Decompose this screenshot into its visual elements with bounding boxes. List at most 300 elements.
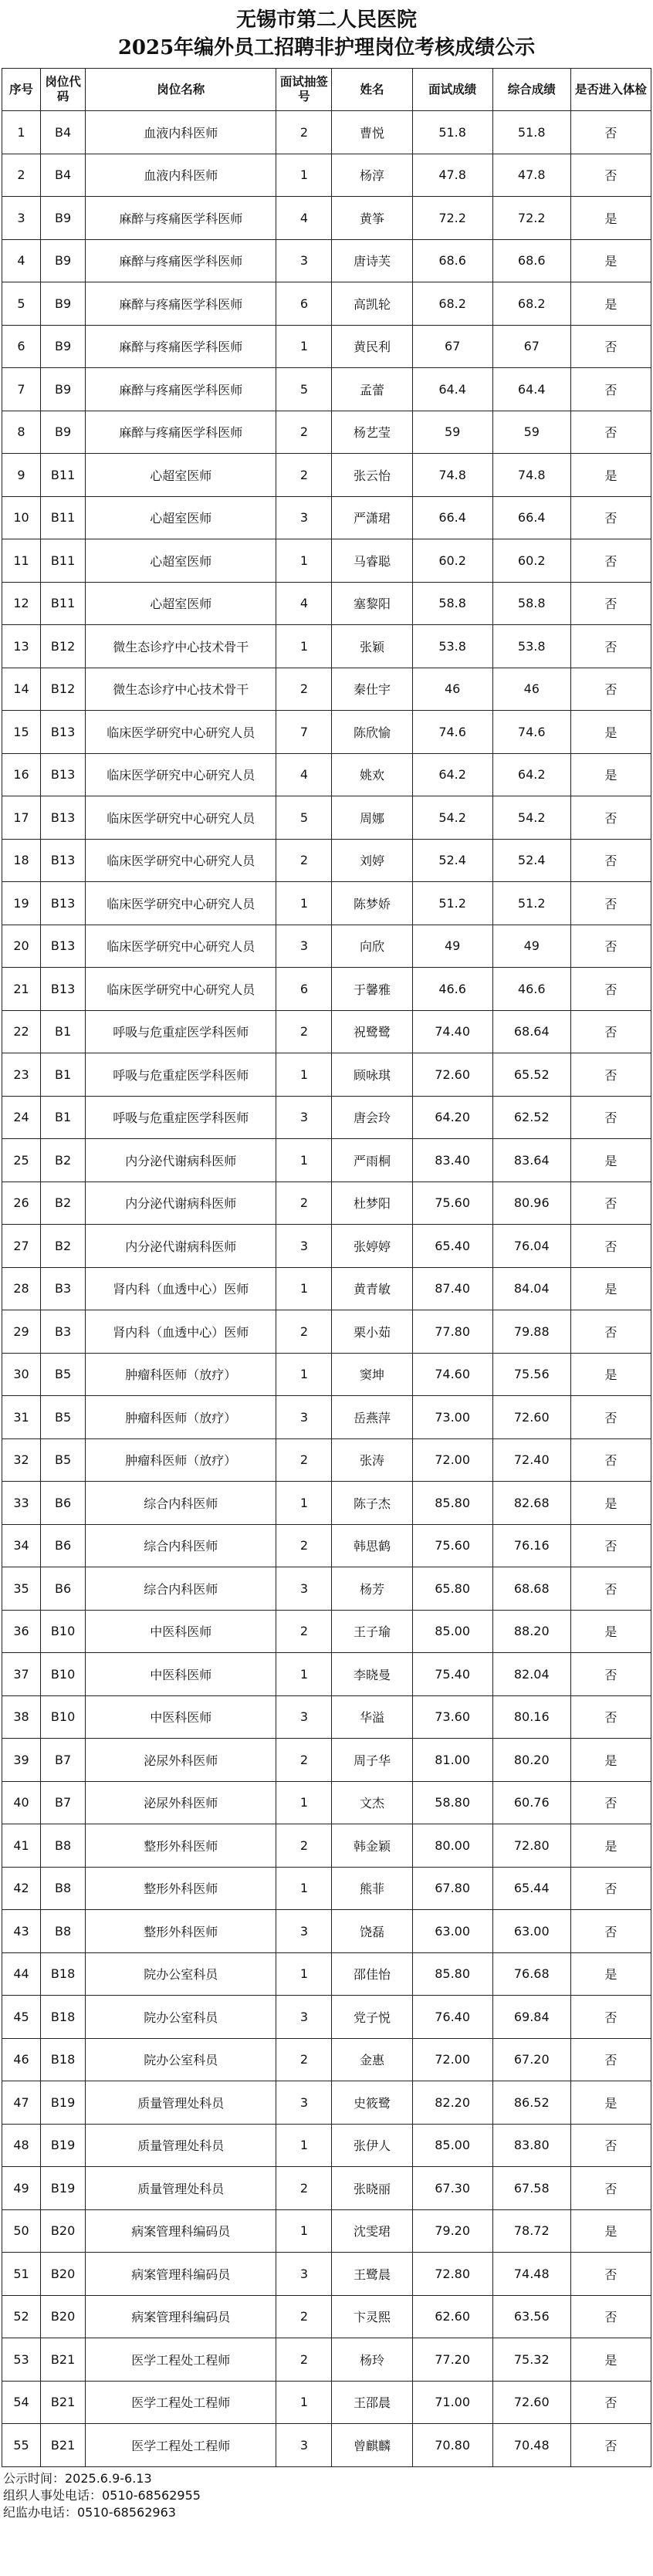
table-row: [2, 111, 651, 154]
cell-total-score: 60.76: [492, 1781, 570, 1824]
table-row: [2, 711, 651, 754]
cell-post-name: 麻醉与疼痛医学科医师: [86, 197, 276, 240]
cell-post-code: B12: [41, 625, 86, 668]
cell-post-code: B5: [41, 1353, 86, 1396]
cell-total-score: 46: [492, 668, 570, 711]
cell-index: 33: [2, 1482, 41, 1525]
table-row: [2, 1225, 651, 1268]
cell-draw-number: 1: [276, 1867, 332, 1910]
cell-physical-exam: 否: [570, 882, 651, 925]
cell-draw-number: 1: [276, 2209, 332, 2253]
cell-index: 11: [2, 539, 41, 583]
cell-post-name: 院办公室科员: [86, 1996, 276, 2039]
cell-name: 黄筝: [332, 197, 412, 240]
cell-physical-exam: 否: [570, 1910, 651, 1953]
cell-total-score: 88.20: [492, 1610, 570, 1653]
cell-post-code: B11: [41, 496, 86, 539]
cell-physical-exam: 否: [570, 496, 651, 539]
cell-name: 卞灵熙: [332, 2295, 412, 2338]
cell-post-code: B6: [41, 1567, 86, 1611]
cell-name: 张伊人: [332, 2124, 412, 2167]
cell-index: 13: [2, 625, 41, 668]
cell-post-name: 质量管理处科员: [86, 2167, 276, 2210]
cell-name: 张晓丽: [332, 2167, 412, 2210]
cell-name: 黄青敏: [332, 1267, 412, 1310]
table-row: [2, 411, 651, 454]
cell-post-name: 医学工程处工程师: [86, 2338, 276, 2382]
cell-index: 22: [2, 1010, 41, 1053]
table-row: [2, 1353, 651, 1396]
cell-index: 55: [2, 2424, 41, 2467]
cell-total-score: 51.2: [492, 882, 570, 925]
table-row: [2, 968, 651, 1011]
cell-draw-number: 1: [276, 325, 332, 368]
table-row: [2, 2295, 651, 2338]
cell-name: 黄民利: [332, 325, 412, 368]
cell-physical-exam: 否: [570, 2295, 651, 2338]
cell-total-score: 67: [492, 325, 570, 368]
cell-name: 韩思鹤: [332, 1524, 412, 1567]
cell-total-score: 58.8: [492, 582, 570, 625]
cell-interview-score: 70.80: [412, 2424, 492, 2467]
cell-index: 51: [2, 2253, 41, 2296]
header-draw-number: 面试抽签号: [276, 69, 332, 111]
cell-name: 唐诗芙: [332, 239, 412, 282]
cell-interview-score: 85.80: [412, 1482, 492, 1525]
cell-post-name: 内分泌代谢病科医师: [86, 1182, 276, 1225]
table-row: [2, 368, 651, 411]
cell-index: 9: [2, 454, 41, 497]
cell-total-score: 74.8: [492, 454, 570, 497]
header-total-score: 综合成绩: [492, 69, 570, 111]
cell-physical-exam: 否: [570, 2124, 651, 2167]
cell-draw-number: 2: [276, 1824, 332, 1868]
cell-index: 40: [2, 1781, 41, 1824]
cell-index: 35: [2, 1567, 41, 1611]
cell-post-code: B9: [41, 282, 86, 326]
cell-index: 29: [2, 1310, 41, 1354]
table-row: [2, 882, 651, 925]
table-header-row: [2, 69, 651, 111]
cell-physical-exam: 否: [570, 1310, 651, 1354]
cell-post-code: B3: [41, 1267, 86, 1310]
table-row: [2, 1739, 651, 1782]
cell-name: 杜梦阳: [332, 1182, 412, 1225]
cell-interview-score: 83.40: [412, 1139, 492, 1182]
cell-name: 唐会玲: [332, 1096, 412, 1139]
table-row: [2, 1139, 651, 1182]
cell-interview-score: 74.6: [412, 711, 492, 754]
cell-index: 30: [2, 1353, 41, 1396]
cell-post-code: B13: [41, 796, 86, 840]
cell-post-name: 质量管理处科员: [86, 2124, 276, 2167]
cell-draw-number: 1: [276, 1267, 332, 1310]
cell-post-code: B4: [41, 111, 86, 154]
cell-total-score: 72.60: [492, 1396, 570, 1439]
cell-total-score: 51.8: [492, 111, 570, 154]
table-row: [2, 197, 651, 240]
table-row: [2, 925, 651, 968]
cell-post-code: B11: [41, 582, 86, 625]
table-row: [2, 1824, 651, 1868]
table-row: [2, 1910, 651, 1953]
cell-total-score: 68.64: [492, 1010, 570, 1053]
cell-post-code: B11: [41, 539, 86, 583]
cell-interview-score: 51.2: [412, 882, 492, 925]
cell-interview-score: 67.80: [412, 1867, 492, 1910]
cell-total-score: 72.40: [492, 1438, 570, 1482]
cell-index: 15: [2, 711, 41, 754]
cell-physical-exam: 否: [570, 2253, 651, 2296]
cell-interview-score: 81.00: [412, 1739, 492, 1782]
cell-index: 18: [2, 839, 41, 882]
cell-post-name: 心超室医师: [86, 454, 276, 497]
table-row: [2, 1438, 651, 1482]
cell-index: 49: [2, 2167, 41, 2210]
cell-post-code: B8: [41, 1867, 86, 1910]
table-row: [2, 1524, 651, 1567]
table-row: [2, 2124, 651, 2167]
table-row: [2, 1182, 651, 1225]
cell-post-name: 肿瘤科医师（放疗）: [86, 1438, 276, 1482]
table-row: [2, 325, 651, 368]
cell-physical-exam: 是: [570, 711, 651, 754]
cell-physical-exam: 否: [570, 839, 651, 882]
table-row: [2, 1996, 651, 2039]
cell-physical-exam: 否: [570, 411, 651, 454]
cell-draw-number: 1: [276, 1353, 332, 1396]
cell-interview-score: 85.80: [412, 1952, 492, 1996]
table-row: [2, 1567, 651, 1611]
cell-total-score: 75.56: [492, 1353, 570, 1396]
cell-interview-score: 65.40: [412, 1225, 492, 1268]
cell-interview-score: 72.80: [412, 2253, 492, 2296]
cell-post-code: B18: [41, 2038, 86, 2081]
cell-physical-exam: 否: [570, 2424, 651, 2467]
cell-physical-exam: 是: [570, 197, 651, 240]
cell-post-code: B13: [41, 753, 86, 796]
cell-name: 塞黎阳: [332, 582, 412, 625]
cell-total-score: 49: [492, 925, 570, 968]
cell-name: 文杰: [332, 1781, 412, 1824]
cell-draw-number: 1: [276, 882, 332, 925]
cell-index: 28: [2, 1267, 41, 1310]
cell-total-score: 82.68: [492, 1482, 570, 1525]
cell-draw-number: 2: [276, 668, 332, 711]
cell-name: 孟蕾: [332, 368, 412, 411]
cell-total-score: 62.52: [492, 1096, 570, 1139]
cell-name: 杨芳: [332, 1567, 412, 1611]
cell-draw-number: 3: [276, 925, 332, 968]
cell-total-score: 52.4: [492, 839, 570, 882]
cell-interview-score: 46: [412, 668, 492, 711]
cell-draw-number: 3: [276, 239, 332, 282]
header-physical-exam: 是否进入体检: [570, 69, 651, 111]
cell-index: 39: [2, 1739, 41, 1782]
cell-physical-exam: 否: [570, 368, 651, 411]
cell-physical-exam: 否: [570, 1438, 651, 1482]
results-table: [2, 68, 651, 2467]
cell-physical-exam: 否: [570, 1567, 651, 1611]
cell-index: 26: [2, 1182, 41, 1225]
cell-draw-number: 2: [276, 2338, 332, 2382]
cell-post-name: 整形外科医师: [86, 1910, 276, 1953]
cell-interview-score: 75.40: [412, 1653, 492, 1696]
cell-name: 周娜: [332, 796, 412, 840]
cell-post-name: 麻醉与疼痛医学科医师: [86, 282, 276, 326]
cell-total-score: 78.72: [492, 2209, 570, 2253]
cell-post-code: B9: [41, 368, 86, 411]
cell-draw-number: 4: [276, 753, 332, 796]
cell-index: 47: [2, 2081, 41, 2125]
cell-post-code: B2: [41, 1225, 86, 1268]
cell-post-code: B3: [41, 1310, 86, 1354]
cell-index: 23: [2, 1053, 41, 1097]
cell-interview-score: 71.00: [412, 2381, 492, 2424]
cell-name: 张婷婷: [332, 1225, 412, 1268]
cell-interview-score: 76.40: [412, 1996, 492, 2039]
cell-index: 3: [2, 197, 41, 240]
cell-interview-score: 47.8: [412, 154, 492, 197]
cell-name: 杨玲: [332, 2338, 412, 2382]
cell-post-code: B8: [41, 1910, 86, 1953]
cell-post-name: 麻醉与疼痛医学科医师: [86, 411, 276, 454]
cell-physical-exam: 是: [570, 1353, 651, 1396]
cell-post-name: 院办公室科员: [86, 2038, 276, 2081]
cell-post-name: 微生态诊疗中心技术骨干: [86, 668, 276, 711]
cell-draw-number: 1: [276, 1781, 332, 1824]
cell-interview-score: 74.60: [412, 1353, 492, 1396]
cell-physical-exam: 否: [570, 668, 651, 711]
cell-index: 1: [2, 111, 41, 154]
cell-post-name: 心超室医师: [86, 539, 276, 583]
cell-interview-score: 72.00: [412, 1438, 492, 1482]
cell-interview-score: 72.60: [412, 1053, 492, 1097]
cell-physical-exam: 否: [570, 1096, 651, 1139]
table-row: [2, 796, 651, 840]
cell-post-name: 肿瘤科医师（放疗）: [86, 1396, 276, 1439]
cell-name: 窦坤: [332, 1353, 412, 1396]
table-row: [2, 1096, 651, 1139]
cell-post-name: 呼吸与危重症医学科医师: [86, 1096, 276, 1139]
cell-draw-number: 2: [276, 1438, 332, 1482]
cell-draw-number: 2: [276, 2295, 332, 2338]
cell-physical-exam: 否: [570, 539, 651, 583]
cell-post-code: B13: [41, 968, 86, 1011]
cell-total-score: 65.44: [492, 1867, 570, 1910]
cell-interview-score: 52.4: [412, 839, 492, 882]
cell-post-code: B4: [41, 154, 86, 197]
table-row: [2, 668, 651, 711]
cell-interview-score: 51.8: [412, 111, 492, 154]
cell-physical-exam: 是: [570, 239, 651, 282]
cell-physical-exam: 是: [570, 2081, 651, 2125]
cell-index: 48: [2, 2124, 41, 2167]
cell-index: 32: [2, 1438, 41, 1482]
cell-interview-score: 85.00: [412, 1610, 492, 1653]
cell-post-code: B2: [41, 1182, 86, 1225]
cell-post-code: B6: [41, 1482, 86, 1525]
cell-physical-exam: 否: [570, 1053, 651, 1097]
cell-index: 4: [2, 239, 41, 282]
cell-interview-score: 72.2: [412, 197, 492, 240]
cell-physical-exam: 是: [570, 2338, 651, 2382]
cell-post-code: B18: [41, 1952, 86, 1996]
cell-post-name: 院办公室科员: [86, 1952, 276, 1996]
cell-physical-exam: 是: [570, 1139, 651, 1182]
cell-interview-score: 72.00: [412, 2038, 492, 2081]
cell-post-name: 微生态诊疗中心技术骨干: [86, 625, 276, 668]
cell-draw-number: 2: [276, 1010, 332, 1053]
cell-draw-number: 6: [276, 968, 332, 1011]
cell-interview-score: 68.6: [412, 239, 492, 282]
cell-draw-number: 3: [276, 1567, 332, 1611]
table-row: [2, 2167, 651, 2210]
cell-physical-exam: 否: [570, 1653, 651, 1696]
cell-interview-score: 46.6: [412, 968, 492, 1011]
cell-post-code: B12: [41, 668, 86, 711]
cell-draw-number: 7: [276, 711, 332, 754]
cell-draw-number: 3: [276, 2253, 332, 2296]
cell-index: 16: [2, 753, 41, 796]
table-row: [2, 839, 651, 882]
cell-post-name: 呼吸与危重症医学科医师: [86, 1010, 276, 1053]
cell-post-name: 泌尿外科医师: [86, 1781, 276, 1824]
cell-interview-score: 62.60: [412, 2295, 492, 2338]
cell-post-code: B9: [41, 411, 86, 454]
cell-physical-exam: 否: [570, 968, 651, 1011]
cell-post-name: 血液内科医师: [86, 154, 276, 197]
cell-draw-number: 1: [276, 539, 332, 583]
cell-post-code: B7: [41, 1781, 86, 1824]
cell-name: 张颖: [332, 625, 412, 668]
cell-index: 44: [2, 1952, 41, 1996]
header-post-code: 岗位代码: [41, 69, 86, 111]
cell-physical-exam: 否: [570, 111, 651, 154]
cell-total-score: 53.8: [492, 625, 570, 668]
header-index: 序号: [2, 69, 41, 111]
cell-name: 王邵晨: [332, 2381, 412, 2424]
cell-post-name: 病案管理科编码员: [86, 2253, 276, 2296]
hospital-title: 无锡市第二人民医院: [235, 8, 417, 32]
cell-post-name: 临床医学研究中心研究人员: [86, 839, 276, 882]
cell-post-code: B9: [41, 325, 86, 368]
cell-post-code: B19: [41, 2124, 86, 2167]
cell-interview-score: 67.30: [412, 2167, 492, 2210]
cell-draw-number: 2: [276, 1310, 332, 1354]
cell-post-code: B21: [41, 2424, 86, 2467]
cell-name: 严雨桐: [332, 1139, 412, 1182]
header-post-name: 岗位名称: [86, 69, 276, 111]
cell-physical-exam: 是: [570, 1952, 651, 1996]
cell-interview-score: 54.2: [412, 796, 492, 840]
cell-total-score: 76.68: [492, 1952, 570, 1996]
cell-total-score: 68.6: [492, 239, 570, 282]
table-row: [2, 1267, 651, 1310]
cell-total-score: 63.00: [492, 1910, 570, 1953]
cell-draw-number: 1: [276, 1952, 332, 1996]
cell-name: 张云怡: [332, 454, 412, 497]
cell-total-score: 86.52: [492, 2081, 570, 2125]
cell-physical-exam: 否: [570, 1010, 651, 1053]
cell-draw-number: 1: [276, 1139, 332, 1182]
cell-name: 杨淳: [332, 154, 412, 197]
cell-total-score: 70.48: [492, 2424, 570, 2467]
cell-draw-number: 3: [276, 1695, 332, 1739]
cell-post-name: 整形外科医师: [86, 1824, 276, 1868]
cell-interview-score: 85.00: [412, 2124, 492, 2167]
cell-post-code: B13: [41, 925, 86, 968]
cell-post-name: 临床医学研究中心研究人员: [86, 925, 276, 968]
cell-post-name: 肾内科（血透中心）医师: [86, 1267, 276, 1310]
cell-index: 25: [2, 1139, 41, 1182]
cell-post-name: 病案管理科编码员: [86, 2209, 276, 2253]
cell-total-score: 80.20: [492, 1739, 570, 1782]
cell-physical-exam: 否: [570, 925, 651, 968]
cell-post-code: B13: [41, 711, 86, 754]
cell-post-code: B1: [41, 1010, 86, 1053]
cell-post-code: B19: [41, 2167, 86, 2210]
table-row: [2, 239, 651, 282]
cell-draw-number: 2: [276, 2167, 332, 2210]
cell-total-score: 75.32: [492, 2338, 570, 2382]
cell-post-name: 医学工程处工程师: [86, 2424, 276, 2467]
cell-physical-exam: 否: [570, 1867, 651, 1910]
cell-draw-number: 2: [276, 1739, 332, 1782]
cell-post-name: 内分泌代谢病科医师: [86, 1225, 276, 1268]
cell-total-score: 63.56: [492, 2295, 570, 2338]
cell-post-code: B8: [41, 1824, 86, 1868]
table-row: [2, 625, 651, 668]
cell-post-name: 麻醉与疼痛医学科医师: [86, 239, 276, 282]
cell-total-score: 64.2: [492, 753, 570, 796]
header-name: 姓名: [332, 69, 412, 111]
cell-draw-number: 1: [276, 1653, 332, 1696]
cell-post-name: 整形外科医师: [86, 1867, 276, 1910]
table-row: [2, 1610, 651, 1653]
cell-total-score: 80.96: [492, 1182, 570, 1225]
cell-total-score: 67.20: [492, 2038, 570, 2081]
cell-draw-number: 1: [276, 1053, 332, 1097]
cell-name: 曹悦: [332, 111, 412, 154]
cell-name: 姚欢: [332, 753, 412, 796]
cell-physical-exam: 否: [570, 1225, 651, 1268]
cell-index: 5: [2, 282, 41, 326]
cell-interview-score: 65.80: [412, 1567, 492, 1611]
cell-draw-number: 3: [276, 1910, 332, 1953]
cell-interview-score: 60.2: [412, 539, 492, 583]
cell-post-name: 综合内科医师: [86, 1524, 276, 1567]
cell-physical-exam: 是: [570, 1739, 651, 1782]
cell-interview-score: 77.20: [412, 2338, 492, 2382]
cell-post-name: 中医科医师: [86, 1610, 276, 1653]
table-row: [2, 1310, 651, 1354]
cell-post-code: B21: [41, 2338, 86, 2382]
cell-post-code: B10: [41, 1653, 86, 1696]
table-row: [2, 2038, 651, 2081]
cell-draw-number: 3: [276, 1225, 332, 1268]
cell-name: 熊菲: [332, 1867, 412, 1910]
table-row: [2, 1952, 651, 1996]
cell-draw-number: 3: [276, 1396, 332, 1439]
cell-interview-score: 75.60: [412, 1524, 492, 1567]
cell-index: 52: [2, 2295, 41, 2338]
cell-name: 华溢: [332, 1695, 412, 1739]
table-row: [2, 282, 651, 326]
cell-total-score: 74.48: [492, 2253, 570, 2296]
table-row: [2, 2338, 651, 2382]
cell-interview-score: 82.20: [412, 2081, 492, 2125]
